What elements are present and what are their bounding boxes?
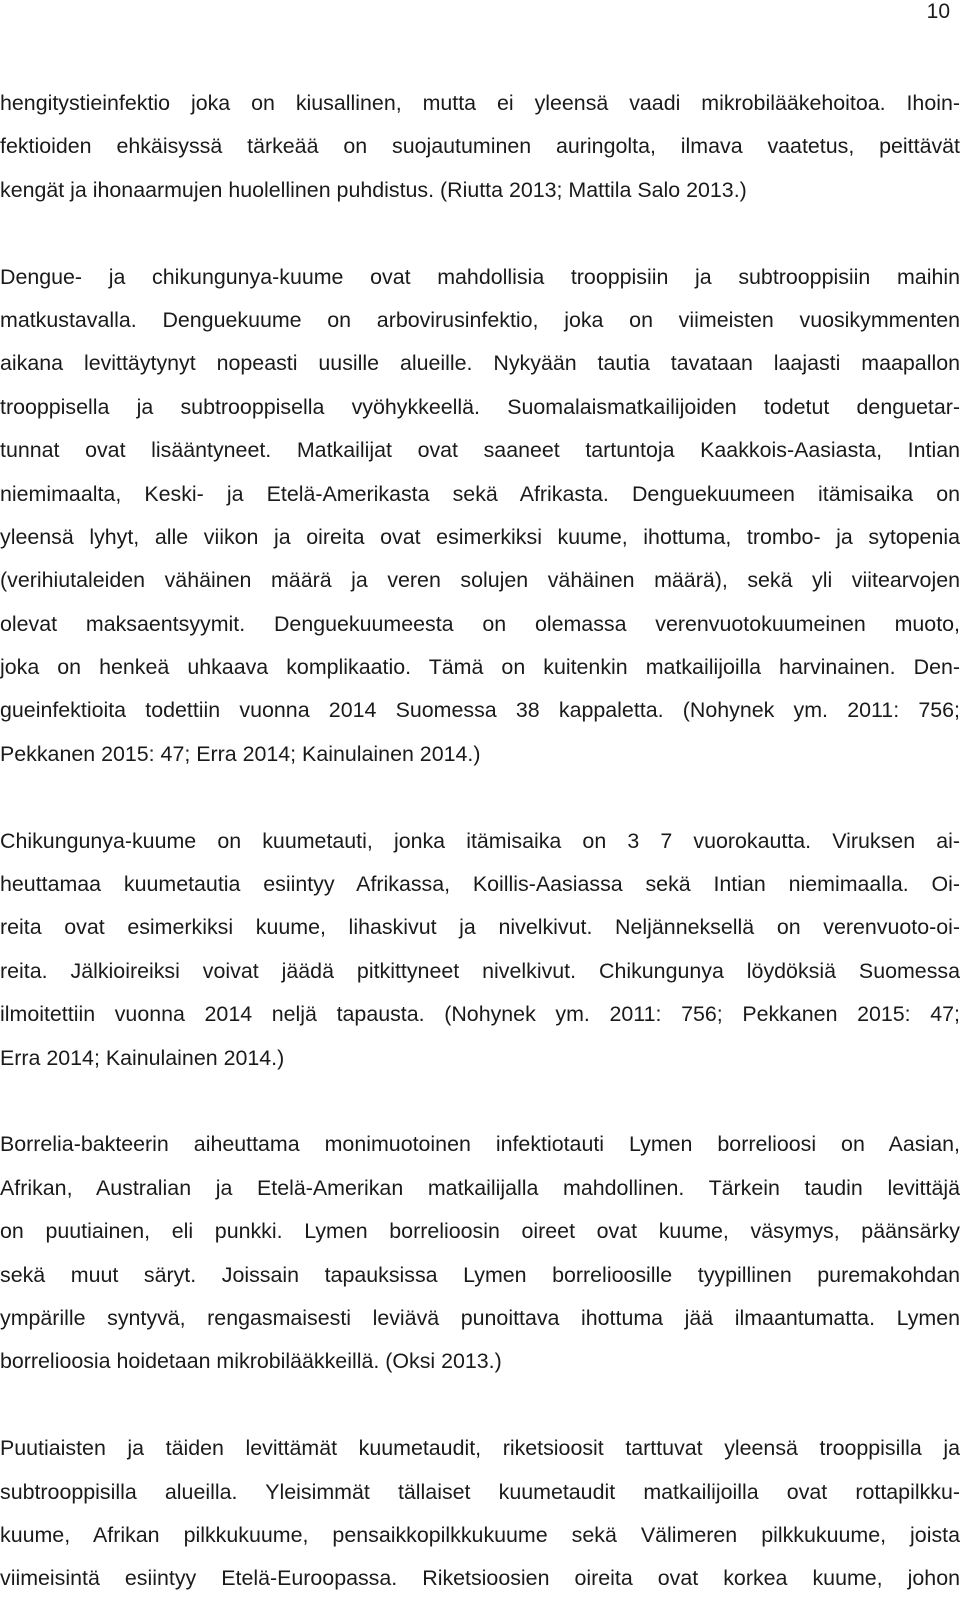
text-line: reita ovat esimerkiksi kuume, lihaskivut ja nivelkivut. Neljänneksellä on verenvuoto-oi- [0,915,960,940]
text-line: yleensä lyhyt, alle viikon ja oireita ovat esimerkiksi kuume, ihottuma, trombo- ja sytopenia [0,524,960,549]
text-line: heuttamaa kuumetautia esiintyy Afrikassa, Koillis-Aasiassa sekä Intian niemimaalla. Oi- [0,872,960,897]
text-line: ympärille syntyvä, rengasmaisesti leviävä punoittava ihottuma jää ilmaantumatta. Lymen [0,1305,960,1330]
text-line: aikana levittäytynyt nopeasti uusille alueille. Nykyään tautia tavataan laajasti maapallon [0,351,960,376]
text-line: sekä muut säryt. Joissain tapauksissa Lymen borrelioosille tyypillinen puremakohdan [0,1262,960,1287]
text-line: on puutiainen, eli punkki. Lymen borrelioosin oireet ovat kuume, väsymys, päänsärky [0,1219,960,1244]
text-line: borrelioosia hoidetaan mikrobilääkkeillä. (Oksi 2013.) [0,1349,502,1374]
paragraph [0,1123,960,1383]
paragraph [0,256,960,777]
text-line: Afrikan, Australian ja Etelä-Amerikan matkailijalla mahdollinen. Tärkein taudin levittäjä [0,1175,960,1200]
text-line: Pekkanen 2015: 47; Erra 2014; Kainulainen 2014.) [0,741,481,766]
paragraph-gap [0,776,960,819]
text-line: viimeisintä esiintyy Etelä-Euroopassa. Riketsioosien oireita ovat korkea kuume, johon [0,1566,960,1591]
text-line: Chikungunya-kuume on kuumetauti, jonka itämisaika on 3 7 vuorokautta. Viruksen ai- [0,828,960,853]
text-line: niemimaalta, Keski- ja Etelä-Amerikasta sekä Afrikasta. Denguekuumeen itämisaika on [0,481,960,506]
text-line: (verihiutaleiden vähäinen määrä ja veren solujen vähäinen määrä), sekä yli viitearvojen [0,568,960,593]
text-line: hengitystieinfektio joka on kiusallinen, mutta ei yleensä vaadi mikrobilääkehoitoa. Ihoin- [0,91,960,115]
text-line: Puutiaisten ja täiden levittämät kuumetaudit, riketsioosit tarttuvat yleensä trooppisilla ja [0,1436,960,1461]
document-body [0,82,960,1601]
text-line: reita. Jälkioireiksi voivat jäädä pitkittyneet nivelkivut. Chikungunya löydöksiä Suomessa [0,958,960,983]
paragraph-gap [0,1080,960,1123]
text-line: trooppisella ja subtrooppisella vyöhykkeellä. Suomalaismatkailijoiden todetut denguetar- [0,394,960,419]
text-line: fektioiden ehkäisyssä tärkeää on suojautuminen auringolta, ilmava vaatetus, peittävät [0,134,960,159]
text-line: Dengue- ja chikungunya-kuume ovat mahdollisia trooppisiin ja subtrooppisiin maihin [0,264,960,289]
text-line: gueinfektioita todettiin vuonna 2014 Suomessa 38 kappaletta. (Nohynek ym. 2011: 756; [0,698,960,723]
paragraph-gap [0,1384,960,1427]
text-line: ilmoitettiin vuonna 2014 neljä tapausta. (Nohynek ym. 2011: 756; Pekkanen 2015: 47; [0,1002,960,1027]
text-line: Borrelia-bakteerin aiheuttama monimuotoinen infektiotauti Lymen borrelioosi on Aasian, [0,1132,960,1157]
text-line: kuume, Afrikan pilkkukuume, pensaikkopilkkukuume sekä Välimeren pilkkukuume, joista [0,1522,960,1547]
paragraph [0,820,960,1080]
text-line: kengät ja ihonaarmujen huolellinen puhdistus. (Riutta 2013; Mattila Salo 2013.) [0,177,747,202]
paragraph-gap [0,212,960,255]
text-line: tunnat ovat lisääntyneet. Matkailijat ovat saaneet tartuntoja Kaakkois-Aasiasta, Intian [0,438,960,463]
paragraph [0,82,960,212]
text-line: Erra 2014; Kainulainen 2014.) [0,1045,285,1070]
page-number: 10 [926,0,950,23]
paragraph [0,1427,960,1601]
text-line: subtrooppisilla alueilla. Yleisimmät tällaiset kuumetaudit matkailijoilla ovat rottapilkku- [0,1479,960,1504]
text-line: olevat maksaentsyymit. Denguekuumeesta on olemassa verenvuotokuumeinen muoto, [0,611,960,636]
text-line: matkustavalla. Denguekuume on arbovirusinfektio, joka on viimeisten vuosikymmenten [0,307,960,332]
text-line: joka on henkeä uhkaava komplikaatio. Tämä on kuitenkin matkailijoilla harvinainen. Den- [0,655,960,680]
